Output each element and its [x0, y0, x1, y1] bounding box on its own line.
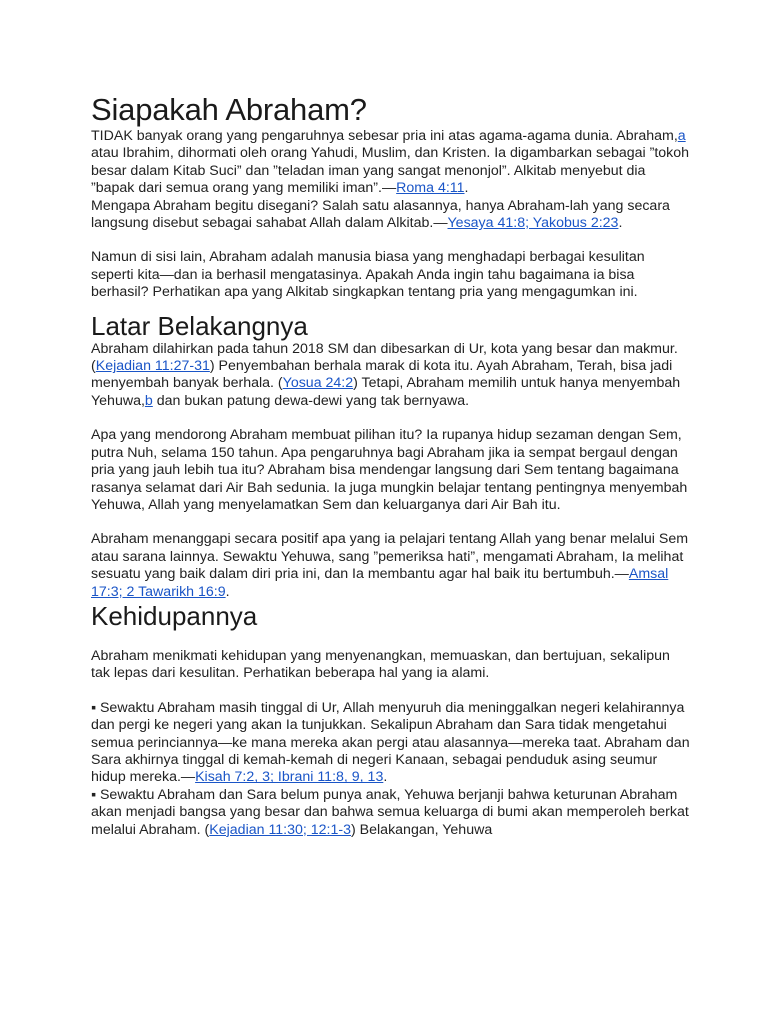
text: . — [618, 215, 623, 232]
background-paragraph-3 — [91, 531, 691, 601]
text: atau Ibrahim, dihormati oleh orang Yahudi, Muslim, dan Kristen. Ia digambarkan sebagai ”tokoh besar dalam Kitab Suci” dan ”teladan iman yang sangat menonjol”. Alkitab menyebut dia ”bapak dari semua orang yang memiliki iman”.— — [91, 145, 690, 197]
background-paragraph-1 — [91, 341, 691, 411]
ref-link-kisah-ibrani[interactable]: Kisah 7:2, 3; Ibrani 11:8, 9, 13 — [195, 769, 384, 786]
spacer — [91, 302, 691, 311]
section-heading-kehidupannya: Kehidupannya — [91, 600, 258, 631]
ref-link-kejadian-11[interactable]: Kejadian 11:27-31 — [95, 358, 210, 375]
spacer — [91, 232, 691, 249]
text: ) Belakangan, Yehuwa — [351, 821, 493, 838]
text: . — [464, 180, 469, 197]
intro-paragraph-1 — [91, 128, 691, 198]
article — [91, 92, 691, 839]
text: dan bukan patung dewa-dewi yang tak bernyawa. — [152, 392, 470, 409]
text: Abraham menanggapi secara positif apa yang ia pelajari tentang Allah yang benar melalui Sem atau sarana lainnya. Sewaktu Yehuwa, sang ”pemeriksa hati”, mengamati Abraham, Ia melihat sesuatu yang baik dalam diri pria ini, dan Ia membantu agar hal baik itu bertumbuh.— — [91, 531, 689, 583]
spacer — [91, 631, 691, 648]
spacer — [91, 514, 691, 531]
life-paragraph-1: Abraham menikmati kehidupan yang menyenangkan, memuaskan, dan bertujuan, sekalipun tak lepas dari kesulitan. Perhatikan beberapa hal yang ia alami. — [91, 647, 670, 682]
ref-link-kejadian-11-12[interactable]: Kejadian 11:30; 12:1-3 — [209, 821, 352, 838]
intro-paragraph-3: Namun di sisi lain, Abraham adalah manusia biasa yang menghadapi berbagai kesulitan seperti kita—dan ia berhasil mengatasinya. Apakah Anda ingin tahu bagaimana ia bisa berhasil? Perhatikan apa yang Alkitab singkapkan tentang pria yang mengagumkan ini. — [91, 249, 645, 301]
text: ) Tetapi, Abraham memilih untuk hanya menyembah Yehuwa, — [91, 375, 681, 409]
text: Abraham dilahirkan pada tahun 2018 SM dan dibesarkan di Ur, kota yang besar dan makmur. ( — [91, 340, 678, 375]
ref-link-yesaya-yakobus[interactable]: Yesaya 41:8; Yakobus 2:23 — [447, 215, 619, 232]
page-title: Siapakah Abraham? — [91, 92, 367, 127]
life-bullet-2 — [91, 787, 691, 839]
intro-paragraph-2 — [91, 198, 691, 233]
text: . — [383, 769, 388, 786]
ref-link-amsal-tawarikh[interactable]: Amsal 17:3; 2 Tawarikh 16:9 — [91, 566, 669, 600]
text: ▪ Sewaktu Abraham dan Sara belum punya anak, Yehuwa berjanji bahwa keturunan Abraham akan menjadi bangsa yang besar dan bahwa semua keluarga di bumi akan memperoleh berkat melalui Abraham. ( — [91, 786, 689, 838]
ref-link-roma[interactable]: Roma 4:11 — [396, 180, 465, 197]
section-heading-latar-belakang: Latar Belakangnya — [91, 310, 308, 341]
spacer — [91, 683, 691, 700]
background-paragraph-2: Apa yang mendorong Abraham membuat pilihan itu? Ia rupanya hidup sezaman dengan Sem, putra Nuh, selama 150 tahun. Apa pengaruhnya bagi Abraham jika ia sempat bergaul dengan pria yang jauh lebih tua itu? Abraham bisa mendengar langsung dari Sem tentang bagaimana rasanya selamat dari Air Bah sedunia. Ia juga mungkin belajar tentang pentingnya menyembah Yehuwa, Allah yang menyelamatkan Sem dan keluarganya dari Air Bah itu. — [91, 427, 688, 513]
text: ) Penyembahan berhala marak di kota itu. Ayah Abraham, Terah, bisa jadi menyembah banyak berhala. ( — [91, 358, 673, 392]
ref-link-yosua[interactable]: Yosua 24:2 — [282, 375, 354, 392]
life-bullet-1 — [91, 700, 691, 787]
spacer — [91, 410, 691, 427]
text: . — [225, 583, 230, 600]
text: Mengapa Abraham begitu disegani? Salah satu alasannya, hanya Abraham-lah yang secara langsung disebut sebagai sahabat Allah dalam Alkitab.— — [91, 197, 670, 232]
footnote-a-link[interactable]: a — [677, 128, 686, 144]
text: ▪ Sewaktu Abraham masih tinggal di Ur, Allah menyuruh dia meninggalkan negeri kelahirannya dan pergi ke negeri yang akan Ia tunjukkan. Sekalipun Abraham dan Sara tidak mengetahui semua perinciannya—ke mana mereka akan pergi atau alasannya—mereka taat. Abraham dan Sara akhirnya tinggal di kemah-kemah di negeri Kanaan, sebagai penduduk asing seumur hidup mereka.— — [91, 699, 690, 786]
footnote-b-link[interactable]: b — [144, 392, 153, 409]
text: TIDAK banyak orang yang pengaruhnya sebesar pria ini atas agama-agama dunia. Abraham, — [91, 128, 678, 144]
